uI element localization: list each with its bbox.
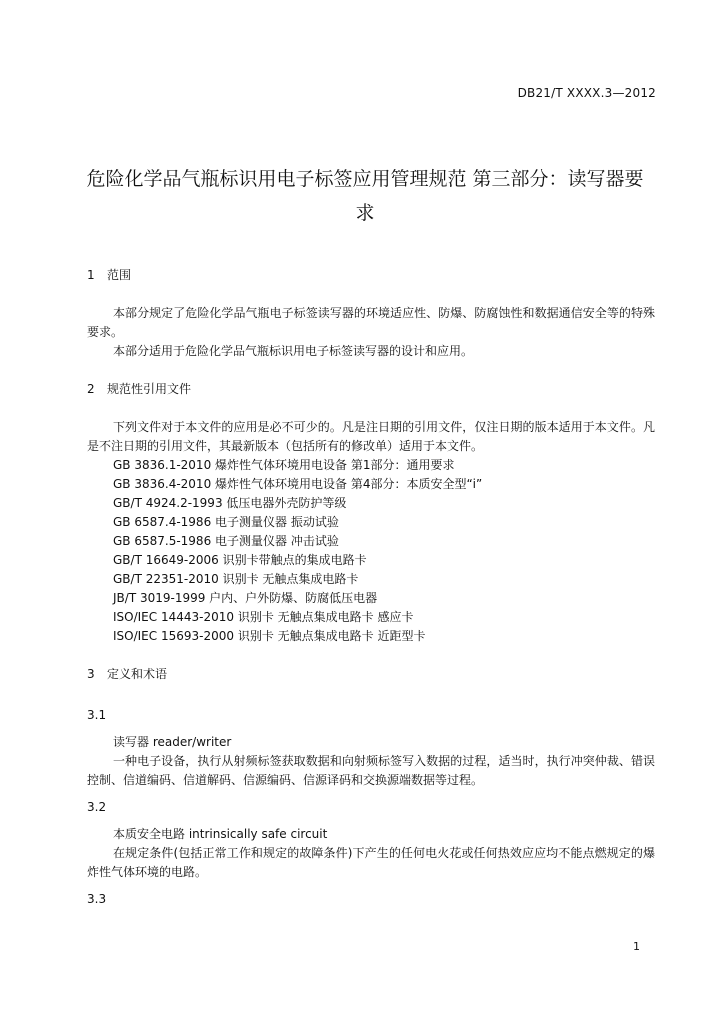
section-number: 3: [87, 667, 95, 681]
term-number: 3.2: [87, 800, 107, 814]
section-number: 2: [87, 382, 95, 396]
reference-item: ISO/IEC 14443-2010 识别卡 无触点集成电路卡 感应卡: [113, 610, 414, 624]
reference-item: GB 6587.4-1986 电子测量仪器 振动试验: [113, 515, 339, 529]
term-number: 3.1: [87, 708, 107, 722]
reference-item: GB 3836.1-2010 爆炸性气体环境用电设备 第1部分：通用要求: [113, 458, 455, 472]
section-heading: [87, 665, 655, 684]
document-body: [87, 266, 655, 909]
reference-item: GB/T 22351-2010 识别卡 无触点集成电路卡: [113, 572, 359, 586]
document-title: 危险化学品气瓶标识用电子标签应用管理规范 第三部分：读写器要求: [86, 168, 644, 224]
page-number: 1: [633, 940, 640, 953]
term-name: 本质安全电路 intrinsically safe circuit: [113, 827, 328, 841]
reference-item: GB/T 4924.2-1993 低压电器外壳防护等级: [113, 496, 347, 510]
reference-item: GB 6587.5-1986 电子测量仪器 冲击试验: [113, 534, 339, 548]
paragraph: 本部分规定了危险化学品气瓶电子标签读写器的环境适应性、防爆、防腐蚀性和数据通信安全等的特殊要求。: [87, 306, 655, 339]
section-title: 规范性引用文件: [107, 382, 192, 396]
section-heading: [87, 266, 655, 285]
term-definition: 一种电子设备，执行从射频标签获取数据和向射频标签写入数据的过程，适当时，执行冲突仲裁、错误控制、信道编码、信道解码、信源编码、信源译码和交换源端数据等过程。: [87, 754, 655, 787]
reference-item: ISO/IEC 15693-2000 识别卡 无触点集成电路卡 近距型卡: [113, 629, 426, 643]
reference-item: GB/T 16649-2006 识别卡带触点的集成电路卡: [113, 553, 367, 567]
section-heading: [87, 380, 655, 399]
standard-code: DB21/T XXXX.3—2012: [517, 86, 656, 100]
section-title: 定义和术语: [107, 667, 168, 681]
reference-item: GB 3836.4-2010 爆炸性气体环境用电设备 第4部分：本质安全型“i”: [113, 477, 483, 491]
reference-item: JB/T 3019-1999 户内、户外防爆、防腐低压电器: [113, 591, 378, 605]
paragraph: 本部分适用于危险化学品气瓶标识用电子标签读写器的设计和应用。: [113, 344, 474, 358]
section-title: 范围: [107, 268, 132, 282]
term-number: 3.3: [87, 892, 107, 906]
paragraph: 下列文件对于本文件的应用是必不可少的。凡是注日期的引用文件，仅注日期的版本适用于本文件。凡是不注日期的引用文件，其最新版本（包括所有的修改单）适用于本文件。: [87, 420, 655, 453]
term-name: 读写器 reader/writer: [113, 735, 232, 749]
term-definition: 在规定条件(包括正常工作和规定的故障条件)下产生的任何电火花或任何热效应应均不能点燃规定的爆炸性气体环境的电路。: [87, 846, 655, 879]
section-number: 1: [87, 268, 95, 282]
